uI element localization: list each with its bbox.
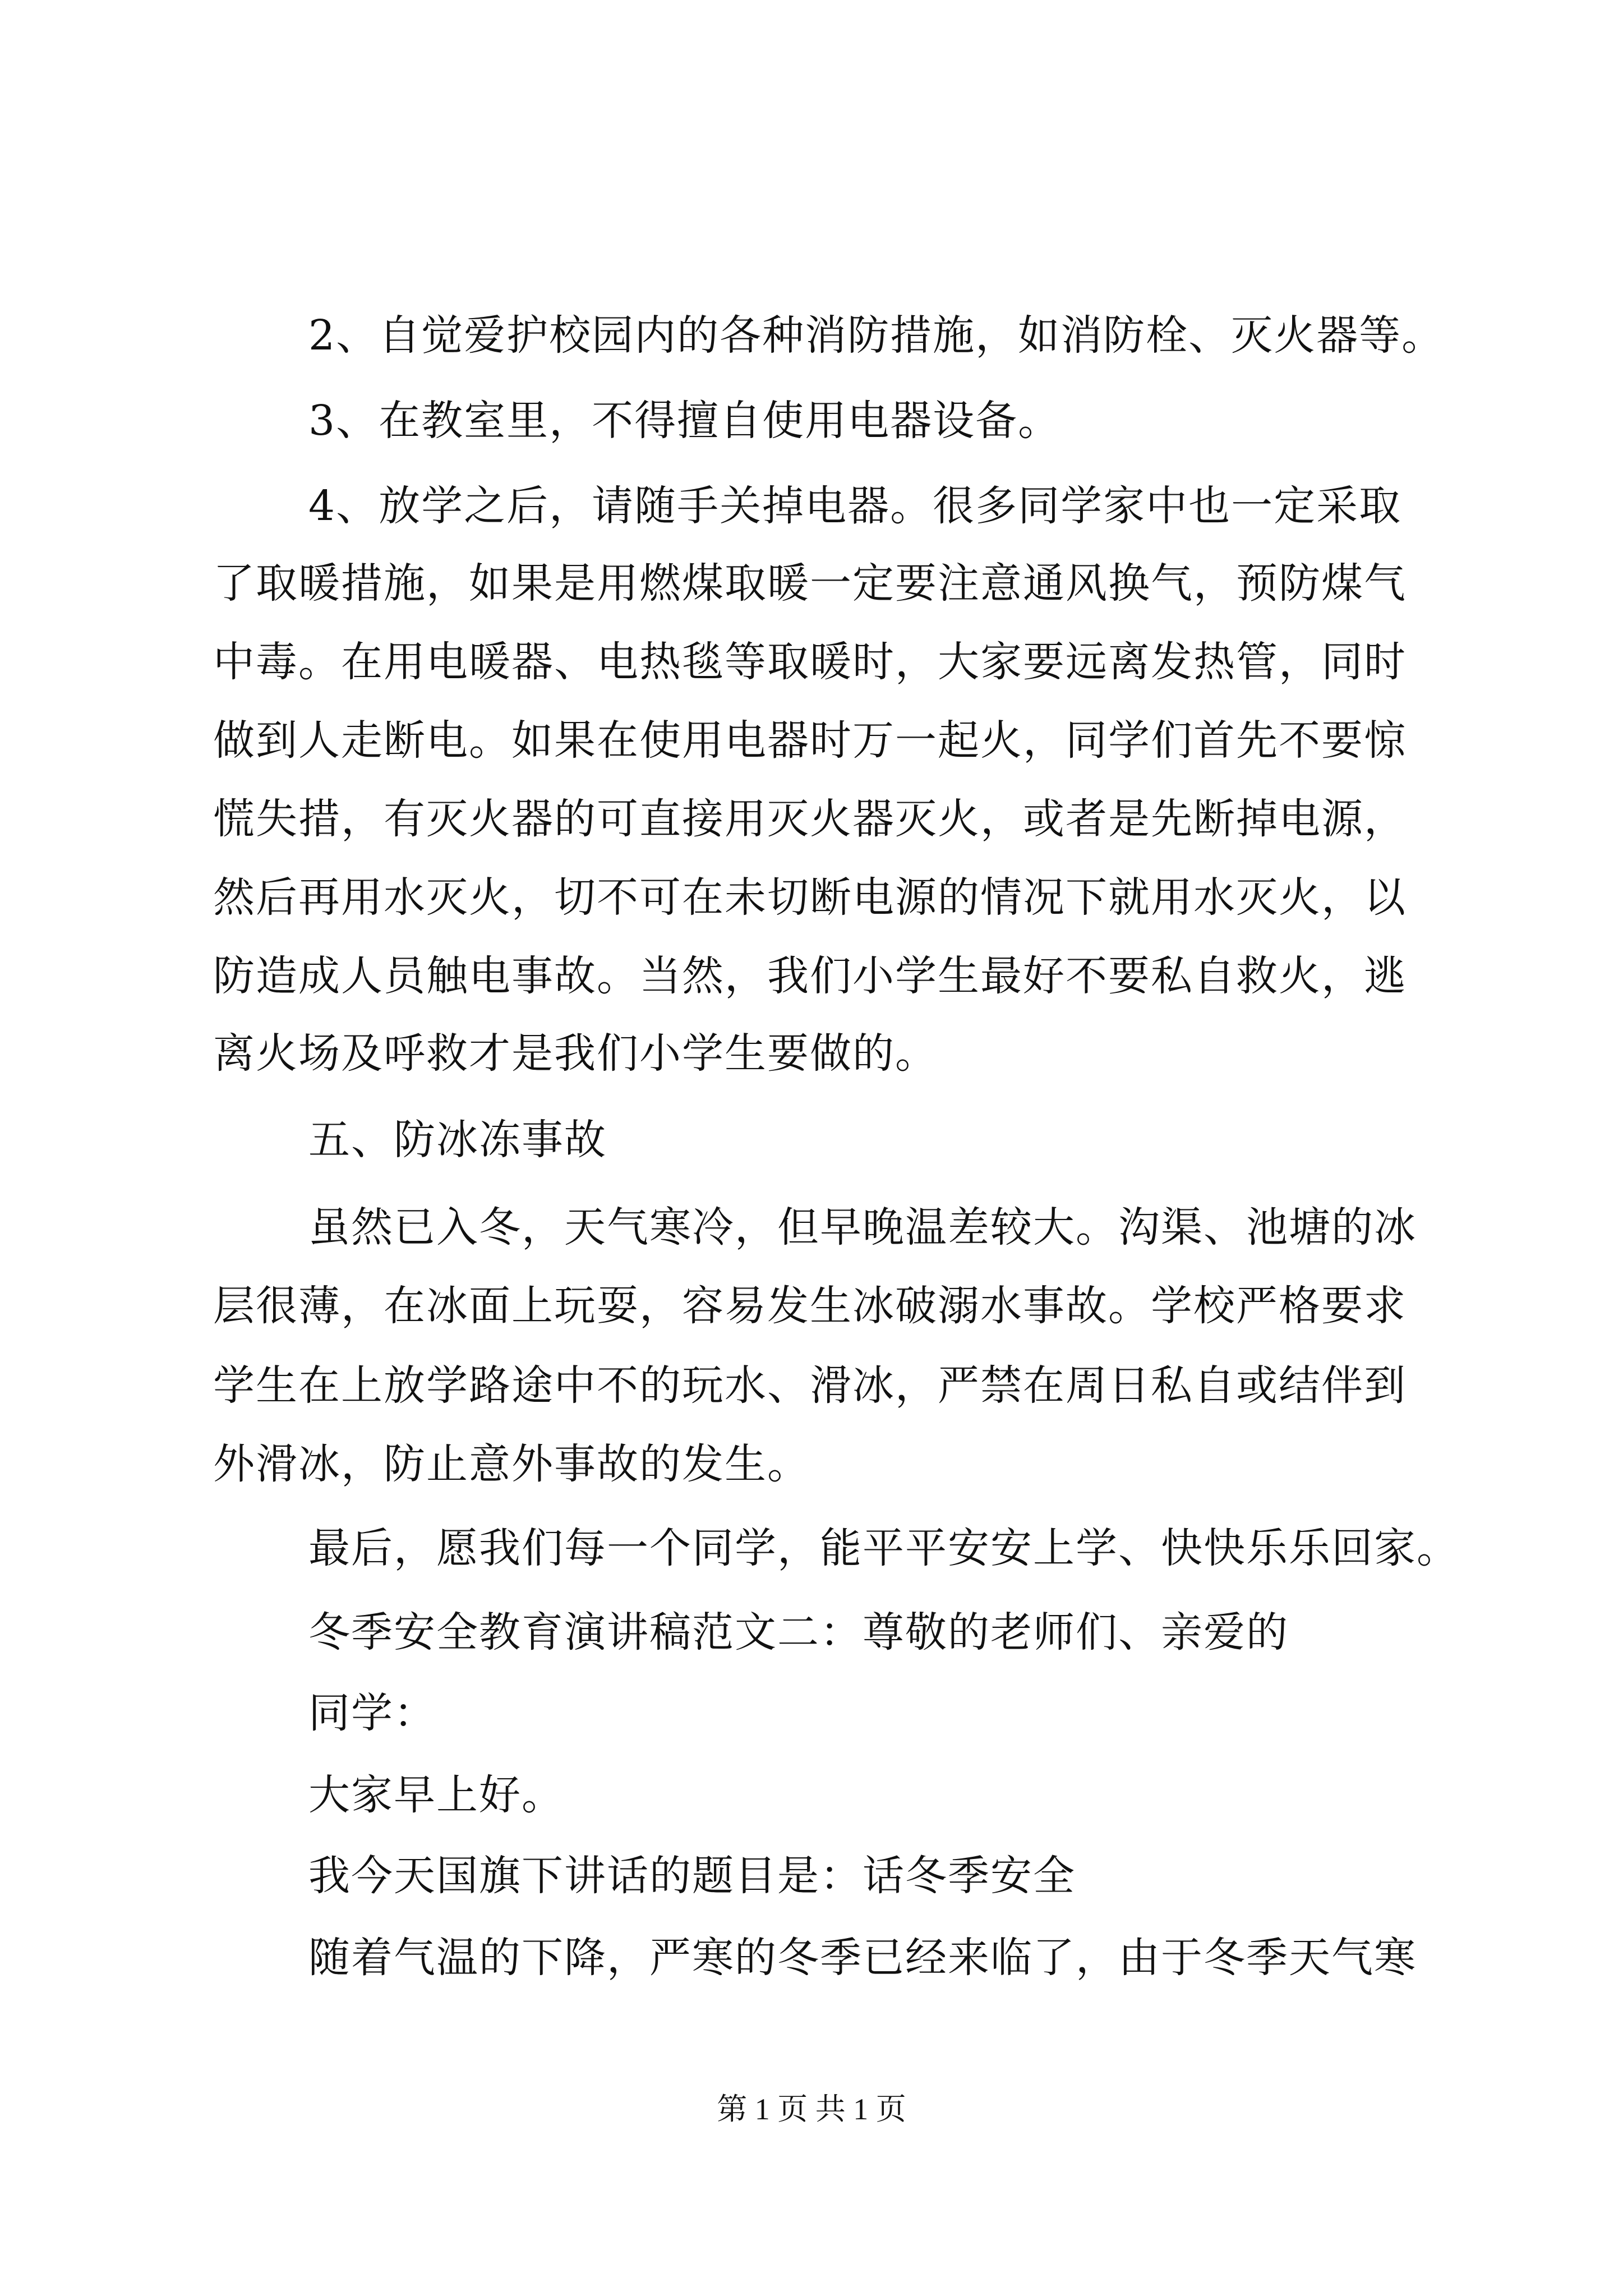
paragraph-line: 中毒。在用电暖器、电热毯等取暖时，大家要远离发热管，同时 — [213, 638, 1407, 686]
page-footer: 第 1 页 共 1 页 — [717, 2092, 906, 2126]
paragraph-line: 防造成人员触电事故。当然，我们小学生最好不要私自救火，逃 — [213, 952, 1407, 1000]
paragraph-line: 冬季安全教育演讲稿范文二：尊敬的老师们、亲爱的 — [308, 1608, 1289, 1657]
paragraph-line: 4、放学之后，请随手关掉电器。很多同学家中也一定采取 — [308, 482, 1402, 530]
paragraph-line: 2、自觉爱护校园内的各种消防措施，如消防栓、灭火器等。 — [308, 311, 1445, 360]
paragraph-line: 层很薄，在冰面上玩耍，容易发生冰破溺水事故。学校严格要求 — [213, 1282, 1407, 1330]
paragraph-line: 了取暖措施，如果是用燃煤取暖一定要注意通风换气，预防煤气 — [213, 559, 1407, 608]
paragraph-line: 同学： — [308, 1689, 436, 1737]
paragraph-line: 虽然已入冬，天气寒冷，但早晚温差较大。沟渠、池塘的冰 — [308, 1203, 1417, 1251]
paragraph-line: 学生在上放学路途中不的玩水、滑冰，严禁在周日私自或结伴到 — [213, 1361, 1407, 1410]
section-heading: 五、防冰冻事故 — [308, 1116, 607, 1164]
paragraph-line: 我今天国旗下讲话的题目是：话冬季安全 — [308, 1852, 1076, 1900]
paragraph-line: 慌失措，有灭火器的可直接用灭火器灭火，或者是先断掉电源， — [213, 795, 1407, 843]
paragraph-line: 然后再用水灭火，切不可在未切断电源的情况下就用水灭火，以 — [213, 873, 1407, 922]
paragraph-line: 做到人走断电。如果在使用电器时万一起火，同学们首先不要惊 — [213, 716, 1407, 765]
paragraph-line: 大家早上好。 — [308, 1771, 564, 1819]
paragraph-line: 随着气温的下降，严寒的冬季已经来临了，由于冬季天气寒 — [308, 1934, 1417, 1982]
paragraph-line: 3、在教室里，不得擅自使用电器设备。 — [308, 397, 1061, 445]
paragraph-line: 离火场及呼救才是我们小学生要做的。 — [213, 1029, 938, 1078]
paragraph-line: 最后，愿我们每一个同学，能平平安安上学、快快乐乐回家。 — [308, 1524, 1459, 1572]
paragraph-line: 外滑冰，防止意外事故的发生。 — [213, 1440, 810, 1488]
